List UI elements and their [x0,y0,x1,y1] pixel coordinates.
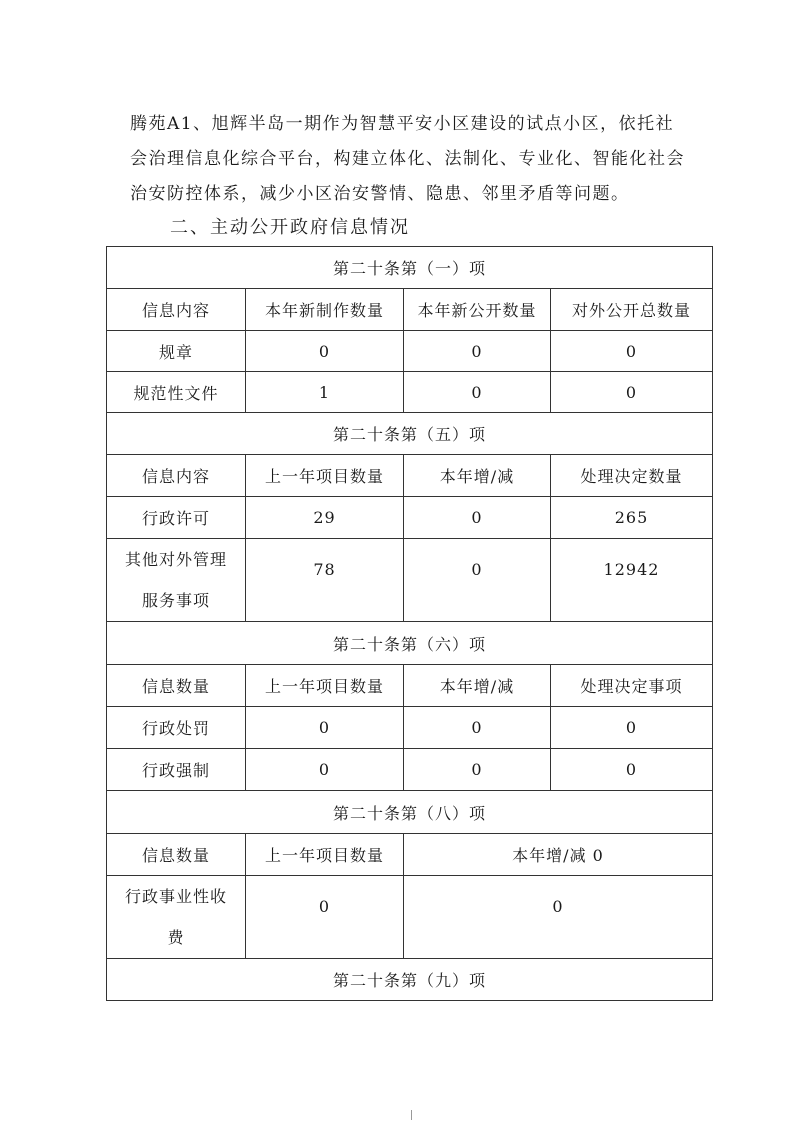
table-cell: 265 [551,497,713,539]
row-label: 行政强制 [107,749,246,791]
table-cell: 0 [404,749,551,791]
article-9-title: 第二十条第（九）项 [107,959,713,1001]
header-cell: 信息内容 [107,289,246,331]
table-cell: 0 [404,331,551,372]
header-cell: 本年新制作数量 [246,289,404,331]
header-cell: 本年增/减 [404,665,551,707]
row-label: 其他对外管理 服务事项 [107,539,246,622]
article-8-title: 第二十条第（八）项 [107,791,713,834]
header-cell: 处理决定数量 [551,455,713,497]
table-cell: 0 [404,497,551,539]
table-row [107,876,713,959]
intro-line-3: 治安防控体系，减少小区治安警情、隐患、邻里矛盾等问题。 [130,184,630,204]
header-cell: 本年增/减 [404,455,551,497]
article-5-title: 第二十条第（五）项 [107,413,713,455]
table-cell: 0 [404,372,551,413]
row-label: 行政事业性收 费 [107,876,246,959]
intro-line-2: 会治理信息化综合平台，构建立体化、法制化、专业化、智能化社会 [130,149,685,169]
article-8-title-row [107,791,713,834]
article-9-title-row [107,959,713,1001]
row-label: 规范性文件 [107,372,246,413]
table-cell: 0 [246,707,404,749]
table-cell: 0 [404,707,551,749]
table-cell: 0 [246,331,404,372]
table-row [107,331,713,372]
article-6-title-row [107,622,713,665]
header-cell: 本年增/减 0 [404,834,713,876]
disclosure-table [106,246,713,1001]
table-row [107,372,713,413]
article-1-title: 第二十条第（一）项 [107,247,713,289]
table-cell: 0 [246,876,404,959]
article-6-header-row [107,665,713,707]
table-cell: 0 [551,749,713,791]
table-cell: 29 [246,497,404,539]
table-cell: 0 [551,372,713,413]
article-1-title-row [107,247,713,289]
article-5-title-row [107,413,713,455]
table-cell: 78 [246,539,404,622]
table-row [107,749,713,791]
header-cell: 上一年项目数量 [246,834,404,876]
article-1-header-row [107,289,713,331]
table-cell: 0 [551,707,713,749]
header-cell: 信息数量 [107,665,246,707]
header-cell: 对外公开总数量 [551,289,713,331]
scan-fold-mark [411,1110,412,1120]
row-label: 规章 [107,331,246,372]
table-cell: 0 [404,539,551,622]
article-6-title: 第二十条第（六）项 [107,622,713,665]
header-cell: 信息数量 [107,834,246,876]
table-cell: 1 [246,372,404,413]
header-cell: 本年新公开数量 [404,289,551,331]
table-cell: 0 [404,876,713,959]
table-row [107,497,713,539]
table-row [107,707,713,749]
header-cell: 信息内容 [107,455,246,497]
table-cell: 0 [246,749,404,791]
header-cell: 上一年项目数量 [246,665,404,707]
article-8-header-row [107,834,713,876]
intro-line-1: 腾苑A1、旭辉半岛一期作为智慧平安小区建设的试点小区，依托社 [130,114,675,134]
table-row [107,539,713,622]
row-label: 行政许可 [107,497,246,539]
table-cell: 0 [551,331,713,372]
table-cell: 12942 [551,539,713,622]
header-cell: 处理决定事项 [551,665,713,707]
section-heading: 二、主动公开政府信息情况 [170,217,410,238]
header-cell: 上一年项目数量 [246,455,404,497]
row-label: 行政处罚 [107,707,246,749]
article-5-header-row [107,455,713,497]
